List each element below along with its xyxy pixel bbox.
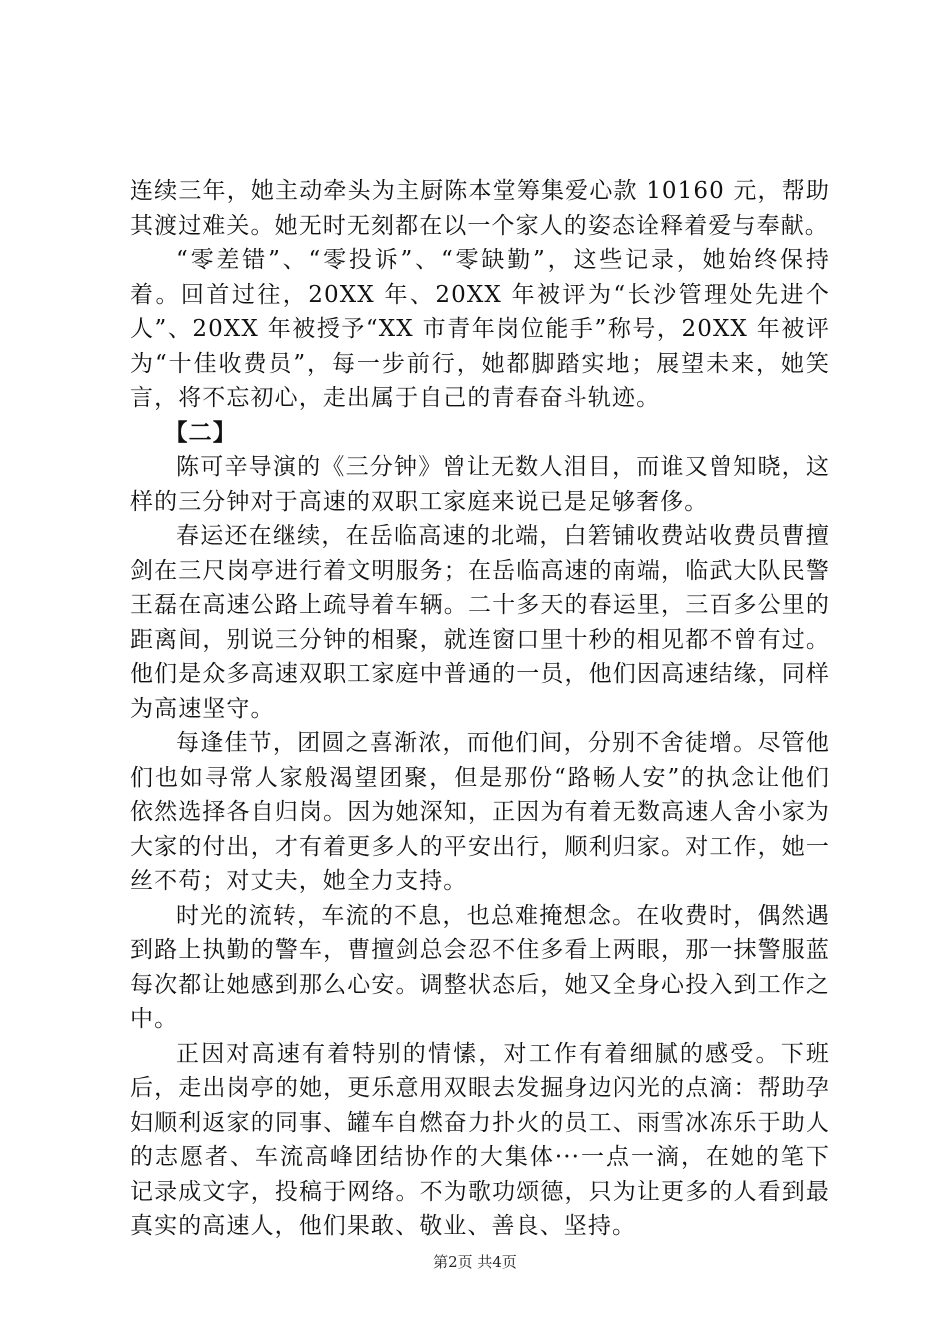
paragraph-7: 正因对高速有着特别的情愫，对工作有着细腻的感受。下班后，走出岗亭的她，更乐意用双眼去发掘身边闪光的点滴：帮助孕妇顺利返家的同事、罐车自燃奋力扑火的员工、雨雪冰冻乐于助人的志愿者、车流高峰团结协作的大集体···一点一滴，在她的笔下记录成文字，投稿于网络。不为歌功颂德，只为让更多的人看到最真实的高速人，他们果敢、敬业、善良、坚持。 — [130, 1040, 830, 1239]
document-body — [130, 174, 830, 1244]
paragraph-3: 陈可辛导演的《三分钟》曾让无数人泪目，而谁又曾知晓，这样的三分钟对于高速的双职工家庭来说已是足够奢侈。 — [130, 454, 830, 515]
section-heading: 【二】 — [164, 418, 237, 446]
paragraph-5: 每逢佳节，团圆之喜渐浓，而他们间，分别不舍徒增。尽管他们也如寻常人家般渴望团聚，但是那份“路畅人安”的执念让他们依然选择各自归岗。因为她深知，正因为有着无数高速人舍小家为大家的付出，才有着更多人的平安出行，顺利归家。对工作，她一丝不苟；对丈夫，她全力支持。 — [130, 730, 830, 894]
paragraph-6: 时光的流转，车流的不息，也总难掩想念。在收费时，偶然遇到路上执勤的警车，曹擅剑总会忍不住多看上两眼，那一抹警服蓝每次都让她感到那么心安。调整状态后，她又全身心投入到工作之中。 — [130, 902, 830, 1032]
paragraph-1: 连续三年，她主动牵头为主厨陈本堂筹集爱心款 10160 元，帮助其渡过难关。她无时无刻都在以一个家人的姿态诠释着爱与奉献。 — [130, 178, 830, 239]
paragraph-2: “零差错”、“零投诉”、“零缺勤”，这些记录，她始终保持着。回首过往，20XX 年、20XX 年被评为“长沙管理处先进个人”、20XX 年被授予“XX 市青年岗位能手”称号，20XX 年被评为“十佳收费员”，每一步前行，她都脚踏实地；展望未来，她笑言，将不忘初心，走出属于自己的青春奋斗轨迹。 — [130, 247, 830, 411]
paragraph-4: 春运还在继续，在岳临高速的北端，白箬铺收费站收费员曹擅剑在三尺岗亭进行着文明服务；在岳临高速的南端，临武大队民警王磊在高速公路上疏导着车辆。二十多天的春运里，三百多公里的距离间，别说三分钟的相聚，就连窗口里十秒的相见都不曾有过。他们是众多高速双职工家庭中普通的一员，他们因高速结缘，同样为高速坚守。 — [130, 523, 830, 722]
page-number-footer: 第2页 共4页 — [433, 1253, 517, 1271]
